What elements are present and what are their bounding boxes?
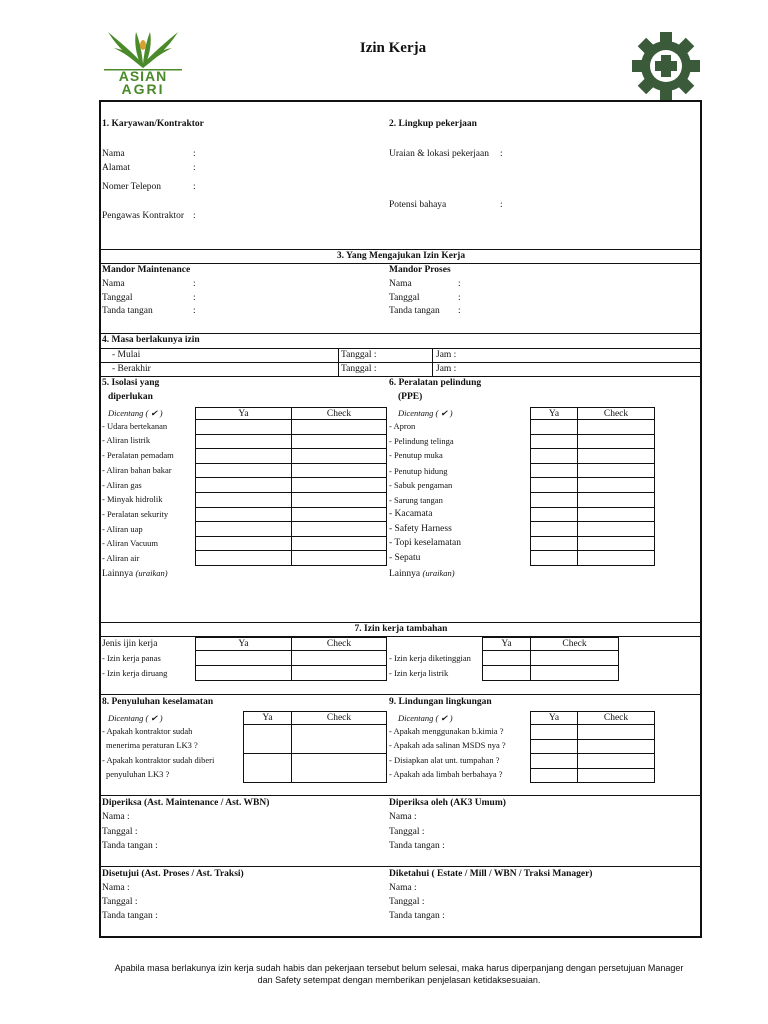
colon: : bbox=[458, 293, 461, 303]
checkbox-cell[interactable] bbox=[292, 463, 387, 478]
lainnya-label bbox=[389, 568, 455, 580]
checkbox-cell[interactable] bbox=[292, 522, 387, 537]
safety-gear-icon bbox=[631, 31, 701, 101]
company-logo bbox=[100, 28, 186, 98]
lainnya-text: Lainnya bbox=[389, 569, 421, 579]
col-check: Check bbox=[292, 408, 387, 420]
list-item: - Penutup muka bbox=[389, 450, 443, 460]
list-item: - Izin kerja panas bbox=[102, 653, 161, 663]
label-mulai: - Mulai bbox=[112, 350, 141, 360]
checkbox-cell[interactable] bbox=[531, 666, 619, 681]
checkbox-cell[interactable] bbox=[292, 478, 387, 493]
isolasi-checkbox-table bbox=[195, 407, 387, 566]
list-item: - Aliran air bbox=[102, 553, 140, 563]
dicentang-label: Dicentang ( ✔ ) bbox=[108, 408, 163, 418]
divider bbox=[100, 348, 702, 349]
section-6-title: 6. Peralatan pelindung bbox=[389, 378, 482, 388]
checkbox-cell[interactable] bbox=[196, 449, 292, 464]
checkbox-cell[interactable] bbox=[244, 725, 292, 754]
list-item: - Topi keselamatan bbox=[389, 538, 461, 548]
mandor-maintenance-title: Mandor Maintenance bbox=[102, 265, 191, 275]
label-tanggal: Tanggal bbox=[389, 293, 420, 303]
label-tanggal: Tanggal bbox=[102, 293, 133, 303]
checkbox-cell[interactable] bbox=[531, 507, 578, 522]
checkbox-cell[interactable] bbox=[578, 551, 655, 566]
izin-tambahan-left-table bbox=[195, 637, 387, 681]
checkbox-cell[interactable] bbox=[292, 725, 387, 754]
label-nama: Nama : bbox=[389, 812, 417, 822]
checkbox-cell[interactable] bbox=[531, 536, 578, 551]
label-tanda-tangan: Tanda tangan bbox=[389, 306, 440, 316]
list-item: - Aliran gas bbox=[102, 480, 142, 490]
checkbox-cell[interactable] bbox=[292, 492, 387, 507]
label-jam-berakhir: Jam : bbox=[436, 364, 457, 374]
col-ya: Ya bbox=[196, 638, 292, 651]
section-6-subtitle: (PPE) bbox=[398, 392, 423, 402]
section-5-title: 5. Isolasi yang bbox=[102, 378, 160, 388]
label-nama: Nama : bbox=[102, 812, 130, 822]
checkbox-cell[interactable] bbox=[292, 420, 387, 435]
list-item: - Apakah menggunakan b.kimia ? bbox=[389, 726, 504, 736]
checkbox-cell[interactable] bbox=[196, 651, 292, 666]
divider bbox=[100, 249, 702, 250]
label-nama: Nama : bbox=[389, 883, 417, 893]
col-ya: Ya bbox=[196, 408, 292, 420]
label-pengawas: Pengawas Kontraktor bbox=[102, 211, 185, 221]
checkbox-cell[interactable] bbox=[578, 478, 655, 493]
jenis-ijin-label: Jenis ijin kerja bbox=[102, 639, 158, 649]
label-tanggal: Tanggal : bbox=[102, 897, 138, 907]
colon: : bbox=[500, 149, 503, 159]
dicentang-label: Dicentang ( ✔ ) bbox=[398, 408, 453, 418]
list-item: - Apron bbox=[389, 421, 416, 431]
lainnya-label bbox=[102, 568, 168, 580]
checkbox-cell[interactable] bbox=[483, 666, 531, 681]
checkbox-cell[interactable] bbox=[531, 434, 578, 449]
dicentang-label: Dicentang ( ✔ ) bbox=[398, 713, 453, 723]
col-ya: Ya bbox=[531, 408, 578, 420]
checkbox-cell[interactable] bbox=[483, 651, 531, 666]
label-tanggal: Tanggal : bbox=[102, 827, 138, 837]
label-berakhir: - Berakhir bbox=[112, 364, 151, 374]
divider bbox=[100, 694, 702, 695]
checkbox-cell[interactable] bbox=[578, 536, 655, 551]
col-ya: Ya bbox=[244, 712, 292, 725]
col-check: Check bbox=[531, 638, 619, 651]
list-item: - Izin kerja diruang bbox=[102, 668, 168, 678]
divider bbox=[100, 622, 702, 623]
label-nama: Nama : bbox=[102, 883, 130, 893]
checkbox-cell[interactable] bbox=[292, 651, 387, 666]
label-nama: Nama bbox=[102, 149, 125, 159]
logo-text-line2: AGRI bbox=[121, 81, 165, 97]
list-item: - Disiapkan alat unt. tumpahan ? bbox=[389, 755, 500, 765]
checkbox-cell[interactable] bbox=[578, 449, 655, 464]
label-tanggal: Tanggal : bbox=[389, 827, 425, 837]
checkbox-cell[interactable] bbox=[531, 463, 578, 478]
label-telepon: Nomer Telepon bbox=[102, 182, 162, 192]
checkbox-cell[interactable] bbox=[531, 768, 578, 783]
col-ya: Ya bbox=[531, 712, 578, 725]
checkbox-cell[interactable] bbox=[196, 420, 292, 435]
list-item: - Aliran uap bbox=[102, 524, 143, 534]
section-9-title: 9. Lindungan lingkungan bbox=[389, 697, 492, 707]
checkbox-cell[interactable] bbox=[292, 666, 387, 681]
disetujui-title: Disetujui (Ast. Proses / Ast. Traksi) bbox=[102, 869, 244, 879]
col-check: Check bbox=[292, 638, 387, 651]
palm-leaf-icon bbox=[100, 28, 186, 72]
col-check: Check bbox=[578, 712, 655, 725]
checkbox-cell[interactable] bbox=[244, 754, 292, 783]
checkbox-cell[interactable] bbox=[531, 739, 578, 754]
label-alamat: Alamat bbox=[102, 163, 130, 173]
section-5-subtitle: diperlukan bbox=[108, 392, 153, 402]
footer-line-1: Apabila masa berlakunya izin kerja sudah habis dan pekerjaan tersebut belum selesai, maka harus diperpanjang dengan persetujuan Manager bbox=[114, 963, 684, 973]
list-item: - Aliran listrik bbox=[102, 435, 151, 445]
checkbox-cell[interactable] bbox=[292, 507, 387, 522]
logo-text-line1: ASIAN bbox=[118, 68, 168, 84]
list-item: - Apakah ada limbah berbahaya ? bbox=[389, 769, 503, 779]
list-item: - Safety Harness bbox=[389, 524, 452, 534]
checkbox-cell[interactable] bbox=[531, 551, 578, 566]
lindungan-checkbox-table bbox=[530, 711, 655, 783]
dicentang-label: Dicentang ( ✔ ) bbox=[108, 713, 163, 723]
list-item: - Minyak hidrolik bbox=[102, 494, 163, 504]
checkbox-cell[interactable] bbox=[196, 434, 292, 449]
checkbox-cell[interactable] bbox=[196, 551, 292, 566]
checkbox-cell[interactable] bbox=[196, 507, 292, 522]
list-item: - Izin kerja diketinggian bbox=[389, 653, 471, 663]
checkbox-cell[interactable] bbox=[578, 463, 655, 478]
list-item: - Kacamata bbox=[389, 509, 433, 519]
section-1-title: 1. Karyawan/Kontraktor bbox=[102, 119, 204, 129]
divider bbox=[100, 333, 702, 334]
mandor-proses-title: Mandor Proses bbox=[389, 265, 451, 275]
label-tanggal-mulai: Tanggal : bbox=[341, 350, 377, 360]
divider bbox=[100, 376, 702, 377]
uraikan-text: (uraikan) bbox=[135, 568, 168, 578]
checkbox-cell[interactable] bbox=[292, 754, 387, 783]
label-jam-mulai: Jam : bbox=[436, 350, 457, 360]
colon: : bbox=[193, 293, 196, 303]
footer-line-2: dan Safety setempat dengan memberikan penjelasan ketidaksesuaian. bbox=[257, 975, 541, 985]
list-item: - Penutup hidung bbox=[389, 466, 448, 476]
colon: : bbox=[193, 279, 196, 289]
checkbox-cell[interactable] bbox=[578, 754, 655, 769]
checkbox-cell[interactable] bbox=[578, 492, 655, 507]
ppe-checkbox-table bbox=[530, 407, 655, 566]
list-item: - Sarung tangan bbox=[389, 495, 443, 505]
colon: : bbox=[193, 149, 196, 159]
divider bbox=[100, 263, 702, 264]
lainnya-text: Lainnya bbox=[102, 569, 134, 579]
checkbox-cell[interactable] bbox=[531, 420, 578, 435]
list-item: - Sabuk pengaman bbox=[389, 480, 453, 490]
label-tanda-tangan: Tanda tangan : bbox=[389, 841, 445, 851]
checkbox-cell[interactable] bbox=[531, 754, 578, 769]
checkbox-cell[interactable] bbox=[578, 739, 655, 754]
checkbox-cell[interactable] bbox=[531, 478, 578, 493]
list-item: - Apakah ada salinan MSDS nya ? bbox=[389, 740, 506, 750]
section-7-title: 7. Izin kerja tambahan bbox=[354, 624, 448, 634]
list-item: - Peralatan sekurity bbox=[102, 509, 169, 519]
checkbox-cell[interactable] bbox=[578, 768, 655, 783]
label-uraian: Uraian & lokasi pekerjaan bbox=[389, 149, 489, 159]
checkbox-cell[interactable] bbox=[196, 492, 292, 507]
question-text: - Apakah kontraktor sudah bbox=[102, 726, 193, 736]
checkbox-cell[interactable] bbox=[578, 507, 655, 522]
label-tanda-tangan: Tanda tangan : bbox=[389, 911, 445, 921]
colon: : bbox=[193, 182, 196, 192]
checkbox-cell[interactable] bbox=[196, 478, 292, 493]
list-item: - Peralatan pemadam bbox=[102, 450, 174, 460]
uraikan-text: (uraikan) bbox=[422, 568, 455, 578]
checkbox-cell[interactable] bbox=[196, 463, 292, 478]
divider bbox=[100, 795, 702, 796]
label-potensi: Potensi bahaya bbox=[389, 200, 447, 210]
checkbox-cell[interactable] bbox=[531, 651, 619, 666]
checkbox-cell[interactable] bbox=[292, 434, 387, 449]
label-tanggal-berakhir: Tanggal : bbox=[341, 364, 377, 374]
list-item: - Aliran Vacuum bbox=[102, 538, 159, 548]
diperiksa-title: Diperiksa (Ast. Maintenance / Ast. WBN) bbox=[102, 798, 270, 808]
label-tanda-tangan: Tanda tangan : bbox=[102, 911, 158, 921]
checkbox-cell[interactable] bbox=[578, 434, 655, 449]
checkbox-cell[interactable] bbox=[196, 522, 292, 537]
page-title: Izin Kerja bbox=[359, 40, 427, 56]
checkbox-cell[interactable] bbox=[292, 551, 387, 566]
question-text: penyuluhan LK3 ? bbox=[106, 769, 170, 779]
section-4-title: 4. Masa berlakunya izin bbox=[102, 335, 200, 345]
checkbox-cell[interactable] bbox=[531, 522, 578, 537]
list-item: - Aliran bahan bakar bbox=[102, 465, 172, 475]
checkbox-cell[interactable] bbox=[531, 449, 578, 464]
checkbox-cell[interactable] bbox=[531, 725, 578, 740]
label-tanggal: Tanggal : bbox=[389, 897, 425, 907]
col-check: Check bbox=[292, 712, 387, 725]
label-nama: Nama bbox=[102, 279, 125, 289]
label-tanda-tangan: Tanda tangan : bbox=[102, 841, 158, 851]
checkbox-cell[interactable] bbox=[196, 536, 292, 551]
checkbox-cell[interactable] bbox=[578, 725, 655, 740]
checkbox-cell[interactable] bbox=[578, 420, 655, 435]
section-2-title: 2. Lingkup pekerjaan bbox=[389, 119, 477, 129]
checkbox-cell[interactable] bbox=[578, 522, 655, 537]
colon: : bbox=[458, 306, 461, 316]
label-tanda-tangan: Tanda tangan bbox=[102, 306, 153, 316]
question-text: menerima peraturan LK3 ? bbox=[106, 740, 198, 750]
list-item: - Izin kerja listrik bbox=[389, 668, 449, 678]
question-text: - Apakah kontraktor sudah diberi bbox=[102, 755, 215, 765]
colon: : bbox=[193, 306, 196, 316]
list-item: - Sepatu bbox=[389, 553, 421, 563]
checkbox-cell[interactable] bbox=[292, 536, 387, 551]
divider bbox=[100, 866, 702, 867]
section-8-title: 8. Penyuluhan keselamatan bbox=[102, 697, 214, 707]
checkbox-cell[interactable] bbox=[292, 449, 387, 464]
footer-note bbox=[90, 962, 708, 986]
checkbox-cell[interactable] bbox=[531, 492, 578, 507]
colon: : bbox=[193, 163, 196, 173]
diketahui-title: Diketahui ( Estate / Mill / WBN / Traksi Manager) bbox=[389, 869, 593, 879]
penyuluhan-checkbox-table bbox=[243, 711, 387, 783]
colon: : bbox=[193, 211, 196, 221]
checkbox-cell[interactable] bbox=[196, 666, 292, 681]
colon: : bbox=[500, 200, 503, 210]
list-item: - Pelindung telinga bbox=[389, 436, 454, 446]
colon: : bbox=[458, 279, 461, 289]
divider bbox=[100, 362, 702, 363]
izin-tambahan-right-table bbox=[482, 637, 619, 681]
diperiksa-oleh-title: Diperiksa oleh (AK3 Umum) bbox=[389, 798, 506, 808]
label-nama: Nama bbox=[389, 279, 412, 289]
section-3-title: 3. Yang Mengajukan Izin Kerja bbox=[336, 251, 466, 261]
list-item: - Udara bertekanan bbox=[102, 421, 168, 431]
col-ya: Ya bbox=[483, 638, 531, 651]
col-check: Check bbox=[578, 408, 655, 420]
